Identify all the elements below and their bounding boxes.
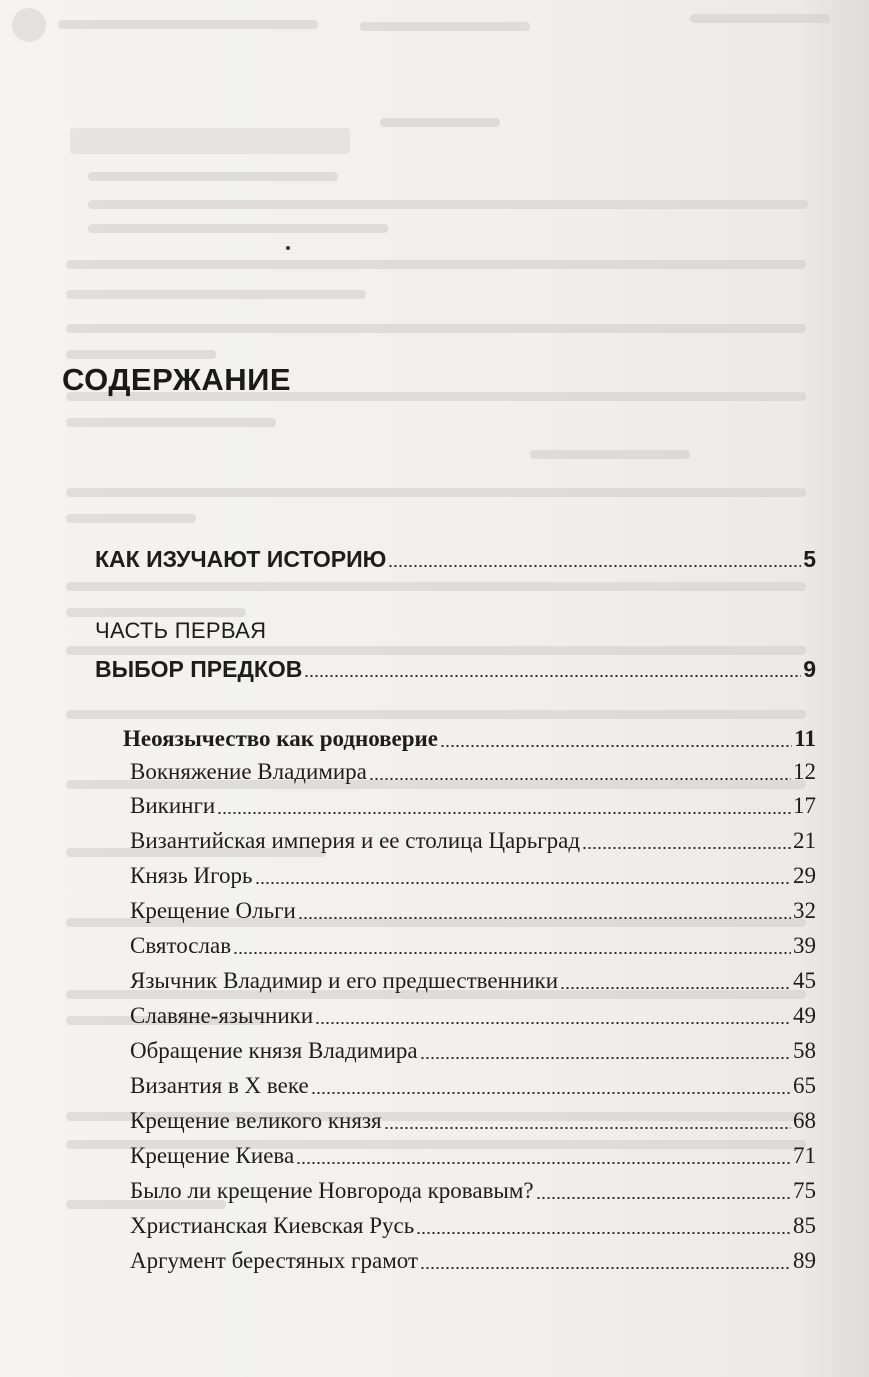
toc-entry-subsection bbox=[130, 931, 816, 961]
dot-leader bbox=[298, 917, 791, 919]
toc-entry-page: 75 bbox=[793, 1178, 816, 1203]
dot-leader bbox=[296, 1162, 791, 1164]
toc-entry-title: Византия в X веке bbox=[130, 1073, 309, 1098]
toc-entry-page: 9 bbox=[803, 656, 816, 682]
toc-entry-title: Князь Игорь bbox=[130, 863, 253, 888]
toc-entry-title: Крещение Ольги bbox=[130, 898, 296, 923]
toc-entry-title: Крещение великого князя bbox=[130, 1108, 382, 1133]
toc-entry-page: 68 bbox=[793, 1108, 816, 1133]
dot-leader bbox=[420, 1057, 791, 1059]
toc-entry-subsection bbox=[130, 1071, 816, 1101]
toc-entry-subsection bbox=[130, 757, 816, 787]
toc-entry-title: Было ли крещение Новгорода кровавым? bbox=[130, 1178, 534, 1203]
dot-leader bbox=[217, 812, 791, 814]
toc-entry-title: Язычник Владимир и его предшественники bbox=[130, 968, 559, 993]
toc-entry-title: Крещение Киева bbox=[130, 1143, 295, 1168]
toc-entry-page: 21 bbox=[793, 828, 816, 853]
toc-entry-title: Вокняжение Владимира bbox=[130, 759, 367, 784]
toc-entry-page: 85 bbox=[793, 1213, 816, 1238]
toc-entry-part bbox=[95, 654, 816, 684]
toc-entry-subsection bbox=[130, 966, 816, 996]
dot-leader bbox=[536, 1197, 791, 1199]
toc-entry-title: КАК ИЗУЧАЮТ ИСТОРИЮ bbox=[95, 546, 387, 572]
dot-leader bbox=[384, 1127, 791, 1129]
toc-entry-subsection bbox=[130, 1106, 816, 1136]
toc-entry-chapter bbox=[123, 724, 816, 754]
toc-entry-page: 29 bbox=[793, 863, 816, 888]
toc-entry-page: 39 bbox=[793, 933, 816, 958]
toc-entry-page: 11 bbox=[794, 726, 816, 751]
toc-entry-subsection bbox=[130, 791, 816, 821]
dot-leader bbox=[255, 882, 791, 884]
toc-entry-title: Славяне-язычники bbox=[130, 1003, 314, 1028]
page-title: СОДЕРЖАНИЕ bbox=[62, 362, 292, 397]
dot-leader bbox=[388, 565, 801, 567]
toc-entry-subsection bbox=[130, 861, 816, 891]
dot-leader bbox=[582, 847, 791, 849]
toc-entry-page: 17 bbox=[793, 793, 816, 818]
toc-entry-page: 58 bbox=[793, 1038, 816, 1063]
dot-leader bbox=[369, 778, 791, 780]
toc-entry-subsection bbox=[130, 1211, 816, 1241]
toc-entry-subsection bbox=[130, 1036, 816, 1066]
toc-entry-subsection bbox=[130, 896, 816, 926]
dot-leader bbox=[560, 987, 791, 989]
dot-leader bbox=[304, 675, 801, 677]
toc-entry-page: 32 bbox=[793, 898, 816, 923]
toc-entry-title: Христианская Киевская Русь bbox=[130, 1213, 415, 1238]
toc-entry-page: 71 bbox=[793, 1143, 816, 1168]
toc-entry-subsection bbox=[130, 1001, 816, 1031]
dot-leader bbox=[315, 1022, 791, 1024]
toc-entry-page: 89 bbox=[793, 1248, 816, 1273]
toc-entry-title: Аргумент берестяных грамот bbox=[130, 1248, 418, 1273]
toc-entry-title: Святослав bbox=[130, 933, 232, 958]
stray-mark bbox=[286, 246, 290, 250]
toc-entry-subsection bbox=[130, 826, 816, 856]
toc-entry-page: 5 bbox=[803, 546, 816, 572]
toc-entry-subsection bbox=[130, 1246, 816, 1276]
toc-entry-page: 12 bbox=[793, 759, 816, 784]
toc-entry-subsection bbox=[130, 1176, 816, 1206]
dot-leader bbox=[233, 952, 791, 954]
toc-entry-page: 65 bbox=[793, 1073, 816, 1098]
toc-entry-page: 45 bbox=[793, 968, 816, 993]
ghost-logo-icon bbox=[12, 8, 46, 42]
dot-leader bbox=[440, 745, 792, 747]
part-label: ЧАСТЬ ПЕРВАЯ bbox=[95, 618, 267, 643]
toc-entry-title: Неоязычество как родноверие bbox=[123, 726, 439, 751]
toc-entry-title: Обращение князя Владимира bbox=[130, 1038, 418, 1063]
dot-leader bbox=[311, 1092, 791, 1094]
dot-leader bbox=[420, 1267, 791, 1269]
toc-entry-title: Викинги bbox=[130, 793, 216, 818]
toc-entry-page: 49 bbox=[793, 1003, 816, 1028]
toc-entry-section bbox=[95, 544, 816, 574]
toc-entry-title: Византийская империя и ее столица Царьград bbox=[130, 828, 581, 853]
dot-leader bbox=[416, 1232, 791, 1234]
toc-entry-title: ВЫБОР ПРЕДКОВ bbox=[95, 656, 303, 682]
toc-entry-subsection bbox=[130, 1141, 816, 1171]
